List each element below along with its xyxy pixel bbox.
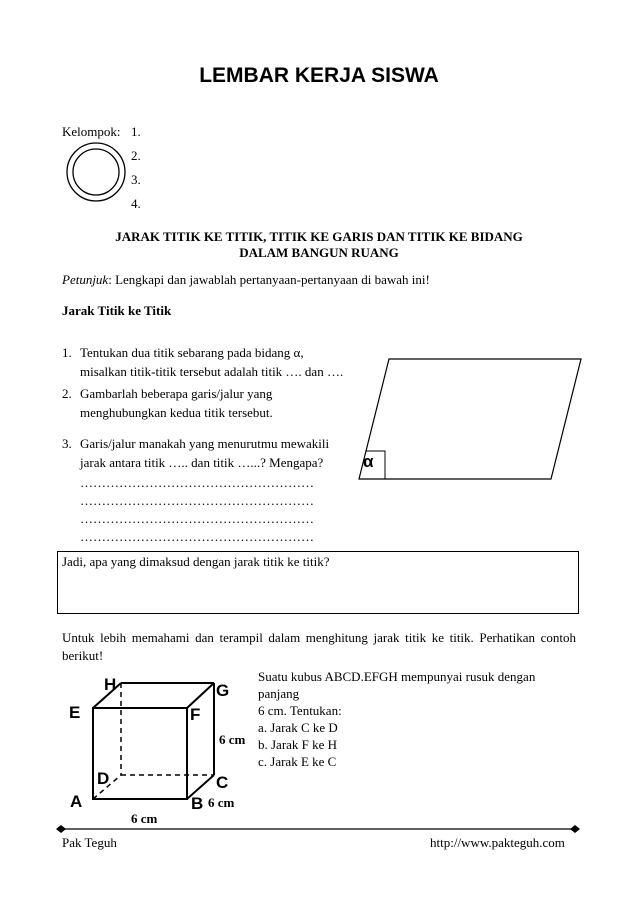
- answer-lines: [80, 475, 350, 547]
- footer-author: Pak Teguh: [62, 835, 117, 850]
- worksheet-title: LEMBAR KERJA SISWA: [199, 64, 439, 87]
- plane-alpha-label: α: [363, 452, 374, 471]
- vertex-label-a: A: [70, 792, 83, 811]
- vertex-label-g: G: [216, 681, 230, 700]
- vertex-label-e: E: [69, 703, 81, 722]
- dotted-line: ………………………………………………: [80, 493, 314, 508]
- group-circle-icon: [64, 140, 128, 204]
- kelompok-label: Kelompok:: [62, 124, 121, 139]
- answer-box[interactable]: [57, 551, 579, 614]
- vertex-label-b: B: [191, 794, 204, 813]
- section-heading: Jarak Titik ke Titik: [62, 303, 172, 318]
- dim-side: 6 cm: [208, 795, 235, 810]
- question-3: 3. Garis/jalur manakah yang menurutmu mewakili jarak antara titik ….. dan titik …...? Mengapa?: [62, 436, 330, 470]
- kelompok-item: 3.: [131, 172, 141, 187]
- topic-heading: JARAK TITIK KE TITIK, TITIK KE GARIS DAN TITIK KE BIDANG DALAM BANGUN RUANG: [115, 229, 523, 260]
- vertex-label-h: H: [104, 675, 117, 694]
- intro-paragraph: Untuk lebih memahami dan terampil dalam menghitung jarak titik ke titik. Perhatikan contoh berikut!: [62, 630, 576, 663]
- question-2: 2. Gambarlah beberapa garis/jalur yang menghubungkan kedua titik tersebut.: [62, 386, 273, 420]
- instructions: [62, 272, 430, 288]
- dotted-line: ………………………………………………: [80, 475, 314, 490]
- vertex-label-d: D: [97, 769, 110, 788]
- dim-height: 6 cm: [219, 732, 246, 747]
- kelompok-item: 1.: [131, 124, 141, 139]
- kelompok-item: 2.: [131, 148, 141, 163]
- kelompok-item: 4.: [131, 196, 141, 211]
- kelompok-list: [131, 124, 141, 220]
- petunjuk-text: : Lengkapi dan jawablah pertanyaan-pertanyaan di bawah ini!: [108, 272, 430, 287]
- vertex-label-f: F: [190, 705, 201, 724]
- dim-front: 6 cm: [131, 811, 158, 826]
- cube-problem: Suatu kubus ABCD.EFGH mempunyai rusuk dengan panjang 6 cm. Tentukan: a. Jarak C ke D b. Jarak F ke H c. Jarak E ke C: [258, 669, 536, 769]
- footer-url[interactable]: http://www.pakteguh.com: [430, 835, 565, 850]
- petunjuk-label: Petunjuk: [62, 272, 109, 287]
- question-1: 1. Tentukan dua titik sebarang pada bidang α, misalkan titik-titik tersebut adalah titik …. dan ….: [62, 345, 344, 379]
- plane-alpha-diagram: [355, 355, 585, 483]
- vertex-label-c: C: [216, 773, 229, 792]
- dotted-line: ………………………………………………: [80, 511, 314, 526]
- dotted-line: ………………………………………………: [80, 529, 314, 544]
- answer-prompt: Jadi, apa yang dimaksud dengan jarak titik ke titik?: [62, 554, 330, 569]
- footer-rule: [56, 824, 580, 834]
